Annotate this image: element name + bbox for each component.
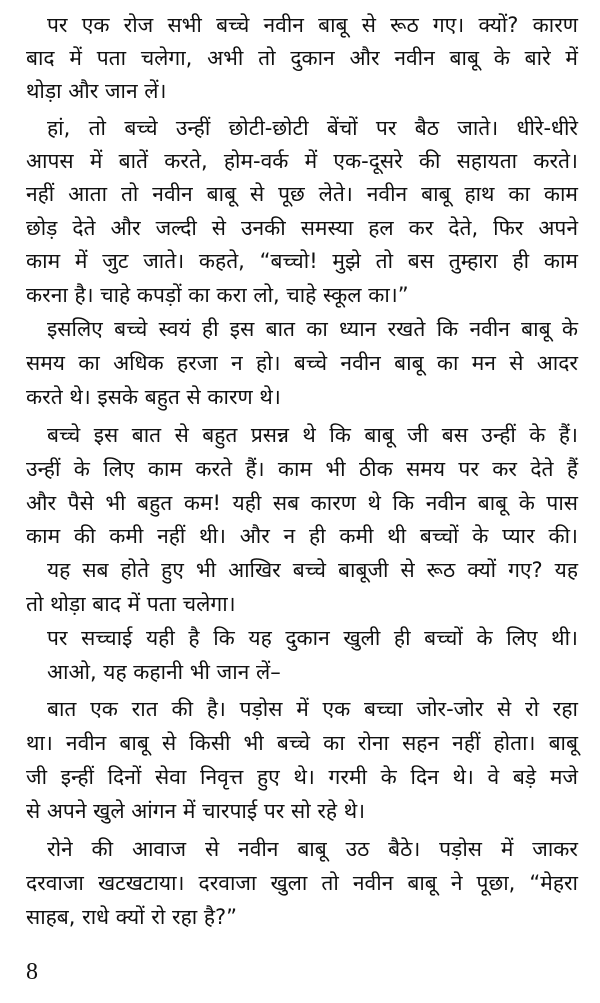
text-line: रोने की आवाज से नवीन बाबू उठ बैठे। पड़ोस में जाकर [47, 837, 578, 861]
text-line: से अपने खुले आंगन में चारपाई पर सो रहे थे। [26, 799, 366, 823]
text-line: था। नवीन बाबू से किसी भी बच्चे का रोना सहन नहीं होता। बाबू [26, 731, 578, 755]
text-line: बात एक रात की है। पड़ोस में एक बच्चा जोर-जोर से रो रहा [47, 697, 578, 721]
text-line: जी इन्हीं दिनों सेवा निवृत्त हुए थे। गरमी के दिन थे। वे बड़े मजे [26, 765, 578, 789]
text-line: और पैसे भी बहुत कम! यही सब कारण थे कि नवीन बाबू के पास [26, 491, 578, 515]
text-line: दरवाजा खटखटाया। दरवाजा खुला तो नवीन बाबू ने पूछा, “मेहरा [26, 871, 578, 895]
text-line: पर एक रोज सभी बच्चे नवीन बाबू से रूठ गए। क्यों? कारण [47, 13, 578, 37]
text-line: बच्चे इस बात से बहुत प्रसन्न थे कि बाबू जी बस उन्हीं के हैं। [47, 423, 578, 447]
text-line: तो थोड़ा बाद में पता चलेगा। [26, 592, 236, 616]
text-line: थोड़ा और जान लें। [26, 79, 167, 103]
text-line: इसलिए बच्चे स्वयं ही इस बात का ध्यान रखते कि नवीन बाबू के [47, 317, 578, 341]
text-line: करना है। चाहे कपड़ों का करा लो, चाहे स्कूल का।” [26, 283, 409, 307]
text-line: उन्हीं के लिए काम करते हैं। काम भी ठीक समय पर कर देते हैं [26, 457, 578, 481]
text-line: काम की कमी नहीं थी। और न ही कमी थी बच्चों के प्यार की। [26, 524, 578, 548]
text-line: साहब, राधे क्यों रो रहा है?” [26, 905, 238, 929]
text-line: समय का अधिक हरजा न हो। बच्चे नवीन बाबू का मन से आदर [26, 351, 578, 375]
page-number: 8 [26, 959, 38, 985]
text-line: बाद में पता चलेगा, अभी तो दुकान और नवीन बाबू के बारे में [26, 46, 578, 70]
text-line: पर सच्चाई यही है कि यह दुकान खुली ही बच्चों के लिए थी। [47, 626, 578, 650]
text-line: हां, तो बच्चे उन्हीं छोटी-छोटी बेंचों पर बैठ जाते। धीरे-धीरे [47, 116, 578, 140]
text-line: नहीं आता तो नवीन बाबू से पूछ लेते। नवीन बाबू हाथ का काम [26, 182, 578, 206]
text-line: काम में जुट जाते। कहते, “बच्चो! मुझे तो बस तुम्हारा ही काम [26, 249, 578, 273]
text-line: करते थे। इसके बहुत से कारण थे। [26, 385, 281, 409]
text-line: यह सब होते हुए भी आखिर बच्चे बाबूजी से रूठ क्यों गए? यह [47, 558, 578, 582]
text-line: आओ, यह कहानी भी जान लें– [47, 660, 281, 684]
text-line: आपस में बातें करते, होम-वर्क में एक-दूसरे की सहायता करते। [26, 149, 578, 173]
text-line: छोड़ देते और जल्दी से उनकी समस्या हल कर देते, फिर अपने [26, 216, 578, 240]
